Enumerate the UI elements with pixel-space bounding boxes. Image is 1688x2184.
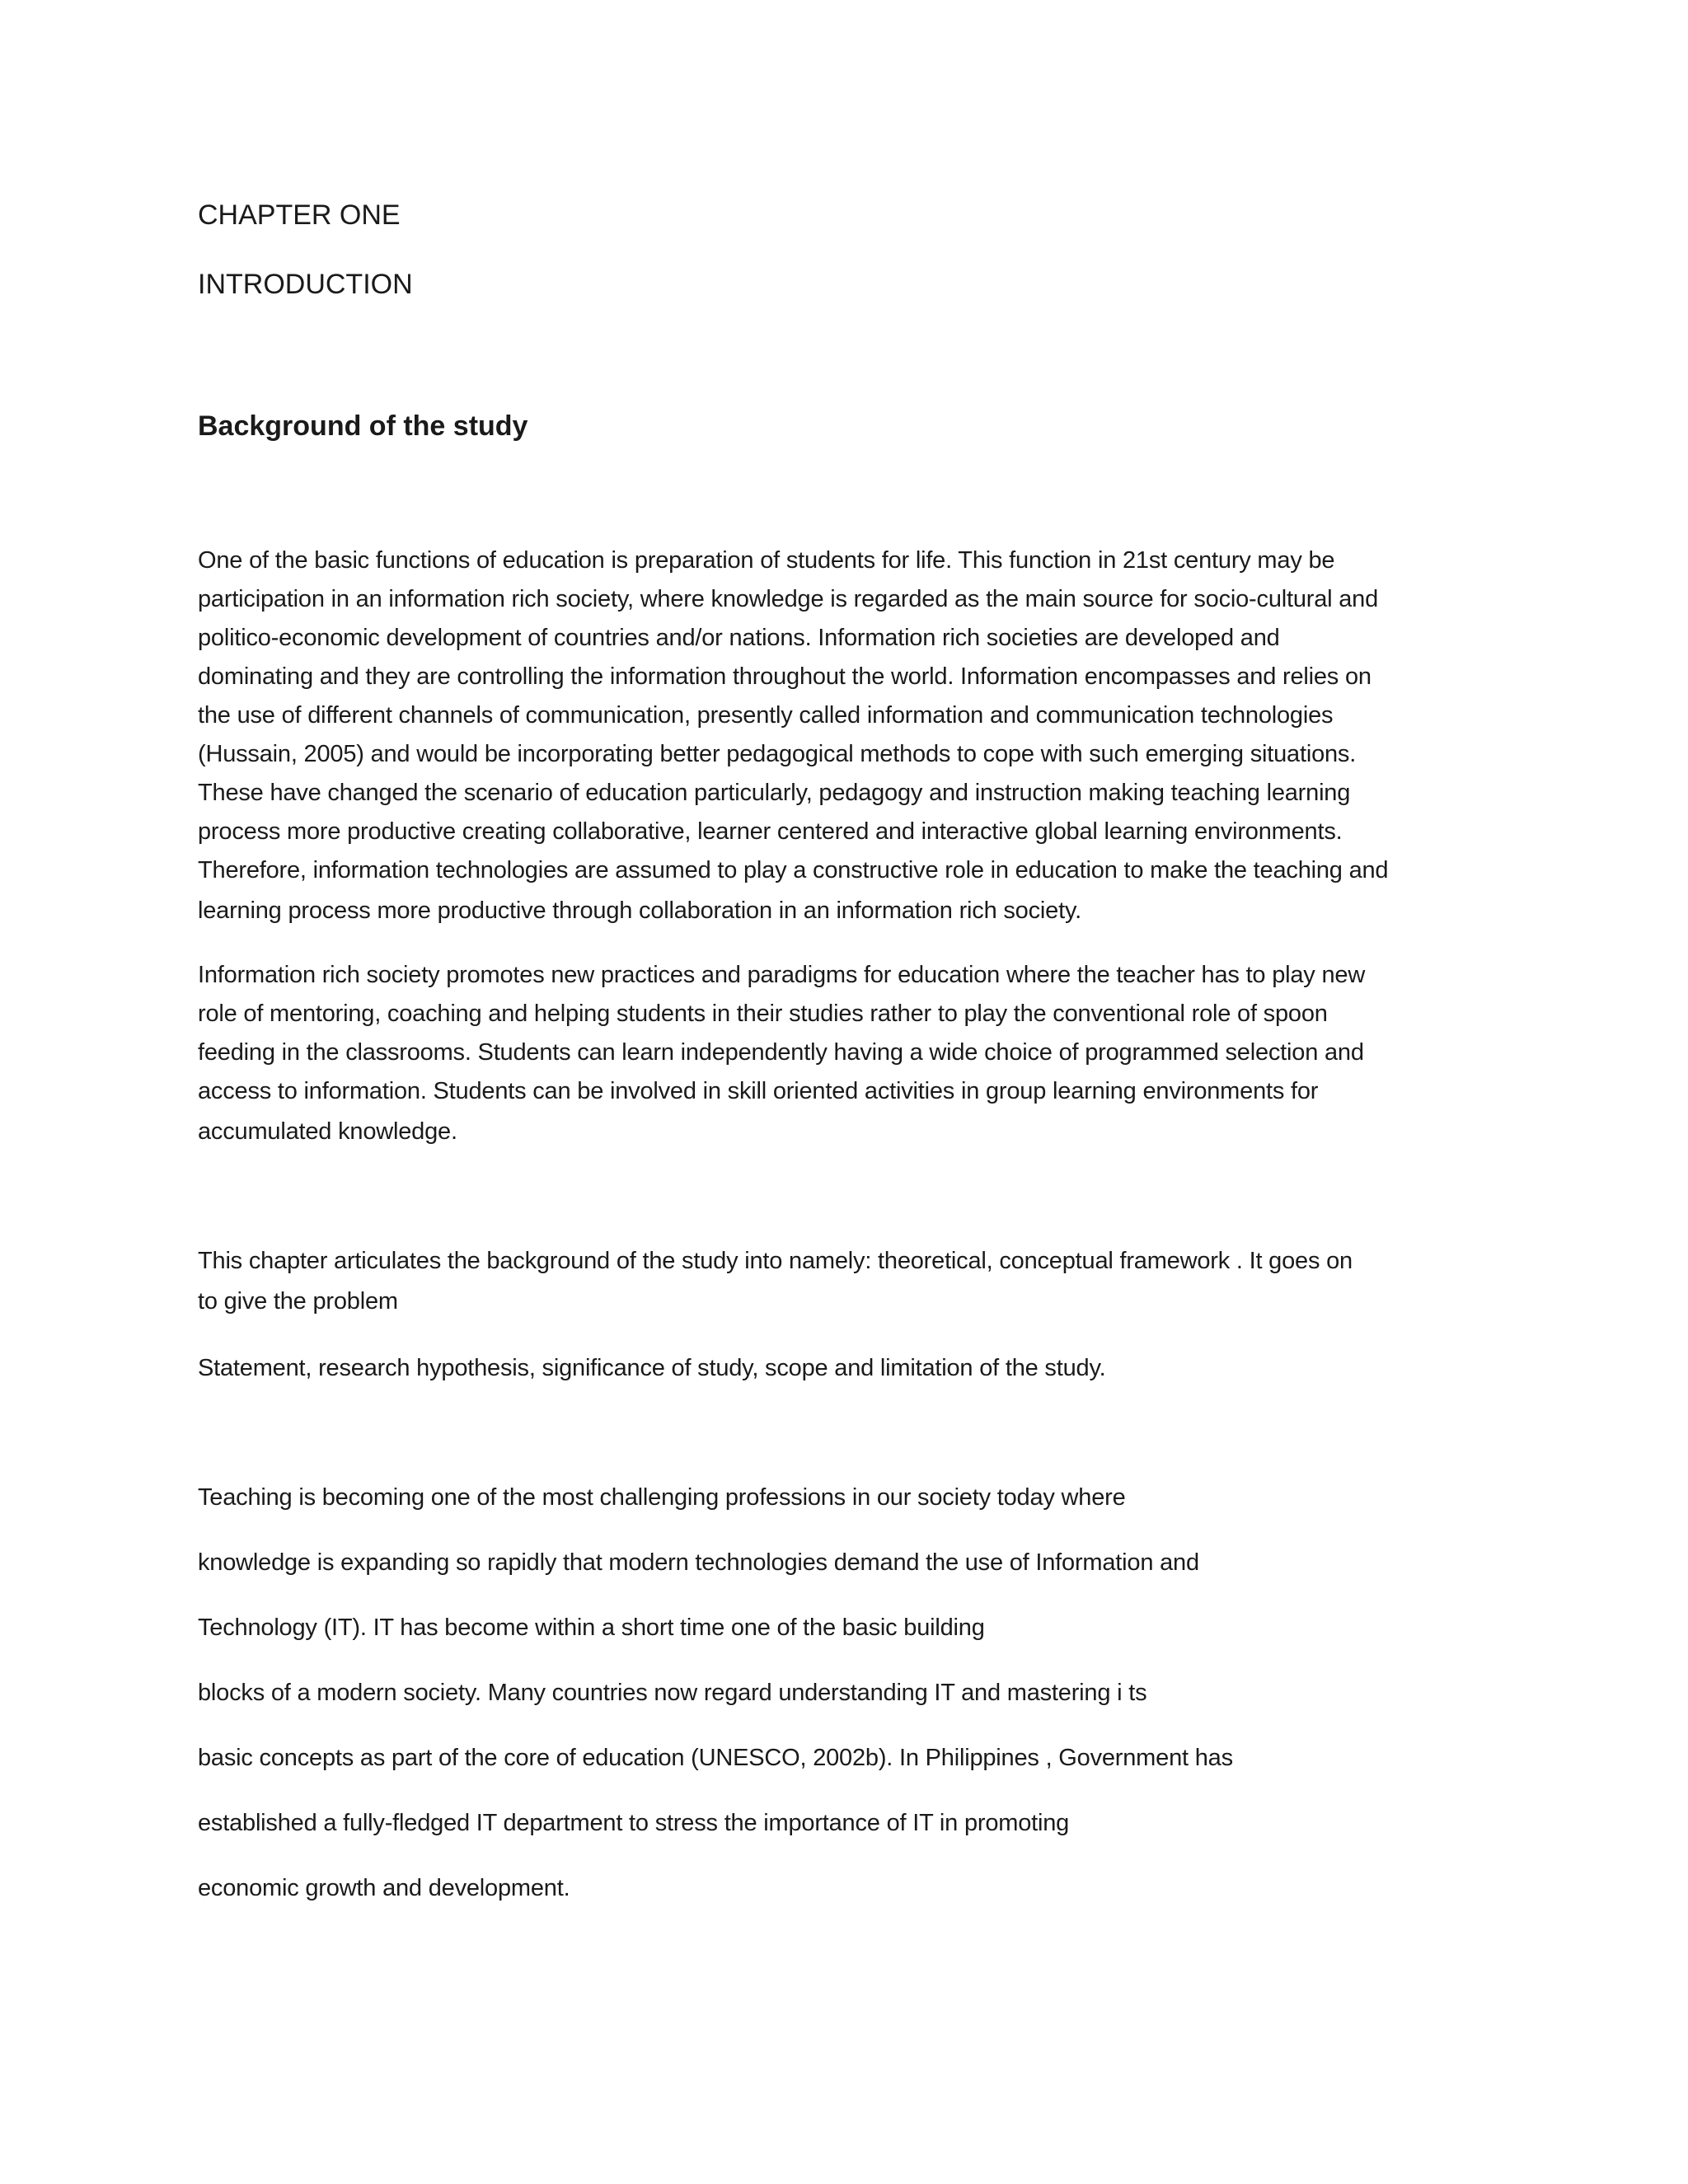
text-line: the use of different channels of communication, presently called information and communication technologies [198, 702, 1334, 729]
text-line: dominating and they are controlling the information throughout the world. Information encompasses and relies on [198, 663, 1372, 690]
text-line: One of the basic functions of education is preparation of students for life. This function in 21st century may be [198, 547, 1335, 574]
text-line: access to information. Students can be involved in skill oriented activities in group learning environments for [198, 1078, 1319, 1104]
text-line: Technology (IT). IT has become within a short time one of the basic building [198, 1615, 985, 1641]
section-title: INTRODUCTION [198, 269, 413, 300]
text-line: Teaching is becoming one of the most challenging professions in our society today where [198, 1484, 1126, 1511]
text-line: knowledge is expanding so rapidly that modern technologies demand the use of Information and [198, 1549, 1199, 1576]
text-line: blocks of a modern society. Many countries now regard understanding IT and mastering i ts [198, 1680, 1147, 1706]
text-line: politico-economic development of countries and/or nations. Information rich societies are developed and [198, 625, 1280, 651]
text-line: to give the problem [198, 1288, 398, 1315]
subheading: Background of the study [198, 410, 528, 442]
text-line: established a fully-fledged IT department to stress the importance of IT in promoting [198, 1810, 1070, 1836]
text-line: accumulated knowledge. [198, 1118, 457, 1145]
text-line: learning process more productive through collaboration in an information rich society. [198, 898, 1081, 924]
text-line: Statement, research hypothesis, significance of study, scope and limitation of the study. [198, 1355, 1106, 1381]
text-line: These have changed the scenario of education particularly, pedagogy and instruction making teaching learning [198, 780, 1351, 806]
text-line: process more productive creating collaborative, learner centered and interactive global learning environments. [198, 818, 1343, 845]
text-line: Information rich society promotes new practices and paradigms for education where the teacher has to play new [198, 962, 1366, 988]
text-line: basic concepts as part of the core of education (UNESCO, 2002b). In Philippines , Government has [198, 1745, 1233, 1771]
text-line: Therefore, information technologies are assumed to play a constructive role in education to make the teaching and [198, 857, 1389, 883]
text-line: (Hussain, 2005) and would be incorporating better pedagogical methods to cope with such emerging situations. [198, 741, 1357, 767]
text-line: This chapter articulates the background of the study into namely: theoretical, conceptual framework . It goes on [198, 1248, 1353, 1274]
text-line: economic growth and development. [198, 1875, 570, 1901]
chapter-title: CHAPTER ONE [198, 199, 401, 231]
text-line: participation in an information rich society, where knowledge is regarded as the main source for socio-cultural and [198, 586, 1379, 612]
text-line: role of mentoring, coaching and helping students in their studies rather to play the conventional role of spoon [198, 1001, 1328, 1027]
text-line: feeding in the classrooms. Students can learn independently having a wide choice of programmed selection and [198, 1039, 1364, 1066]
